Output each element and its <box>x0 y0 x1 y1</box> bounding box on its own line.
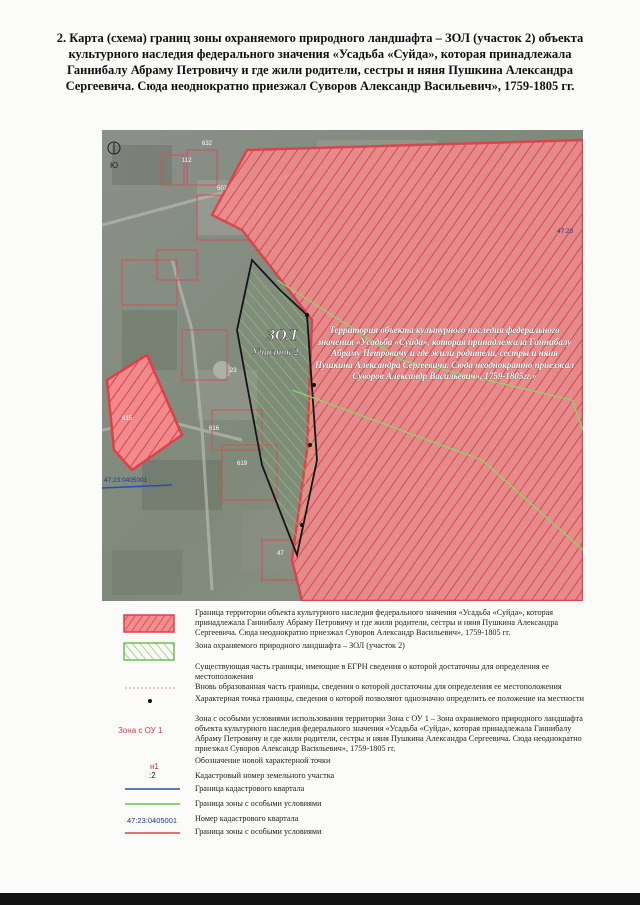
legend-quarter-border-symbol <box>125 786 180 792</box>
legend-new-part-symbol <box>125 685 175 691</box>
legend-zone-text: Зона с особыми условиями использования территории Зона с ОУ 1 – Зона охраняемого природного ландшафта объекта культурного наследия федерального значения «Усадьба «Суйда», которая принадлежала Ганнибалу Абраму Петровичу и где жили родители, сестры и няня Пушкина Александра Сергеевича. Сюда неоднократно приезжал Суворов Александр Васильевич», 1759-1805 гг. <box>195 714 583 753</box>
quarter-label-top: 47:23 <box>557 228 574 235</box>
scan-edge <box>0 893 640 905</box>
legend-special-border2-text: Граница зоны с особыми условиями <box>195 827 322 836</box>
compass-letter: Ю <box>110 161 119 170</box>
svg-text:112: 112 <box>182 158 192 164</box>
legend-cad-number-text: Кадастровый номер земельного участка <box>195 771 335 780</box>
legend-special-border-text: Граница зоны с особыми условиями <box>195 799 322 808</box>
legend-quarter-border-text: Граница кадастрового квартала <box>195 784 305 793</box>
map-canvas <box>102 130 583 601</box>
zol-sublabel: Участок 2 <box>252 347 299 358</box>
legend-point-symbol <box>145 696 155 706</box>
legend-quarter-number-text: Номер кадастрового квартала <box>195 814 299 823</box>
legend-zone-label: Зона с ОУ 1 <box>118 726 163 735</box>
legend-new-point-label: н1 <box>150 762 159 771</box>
legend-new-point-text: Обозначение новой характерной точки <box>195 756 331 765</box>
cadastral-map[interactable] <box>102 130 583 601</box>
legend-zol-symbol <box>122 641 177 663</box>
legend-okn-symbol <box>122 613 177 635</box>
legend-okn-text: Граница территории объекта культурного наследия федерального значения «Усадьба «Суйда», которая принадлежала Ганнибалу Абраму Петровичу и где жили родители, сестры и няня Пушкина Александра Сергеевича. Сюда неоднократно приезжал Суворов Александр Васильевич», 1759-1805 гг. <box>195 608 559 637</box>
legend-existing-text: Существующая часть границы, имеющие в ЕГРН сведения о которой достаточны для определения ее местоположения <box>195 662 550 681</box>
legend-new-part-text: Вновь образованная часть границы, сведения о которой достаточны для определения ее местоположения <box>195 682 562 691</box>
quarter-label-left: 47:23:0405001 <box>104 477 148 484</box>
svg-text:632: 632 <box>202 141 213 147</box>
svg-text:619: 619 <box>237 461 248 467</box>
page-title: 2. Карта (схема) границ зоны охраняемого природного ландшафта – ЗОЛ (участок 2) объекта культурного наследия федерального значения «Усадьба «Суйда», которая принадлежала Ганнибалу Абраму Петровичу и где жили родители, сестры и няня Пушкина Александра Сергеевича. Сюда неоднократно приезжал Суворов Александр Васильевич», 1759-1805 гг. <box>56 31 584 93</box>
svg-text:47: 47 <box>277 551 284 557</box>
legend-point-text: Характерная точка границы, сведения о которой позволяют однозначно определить ее положение на местности <box>195 694 584 703</box>
svg-text:616: 616 <box>209 426 220 432</box>
svg-text:615: 615 <box>122 416 133 422</box>
legend-zol-text: Зона охраняемого природного ландшафта – ЗОЛ (участок 2) <box>195 641 405 650</box>
svg-text:507: 507 <box>217 186 228 192</box>
legend-special-border-symbol <box>125 801 180 807</box>
zol-label: ЗОЛ <box>267 327 298 344</box>
legend-quarter-number-label: 47:23:0405001 <box>127 816 178 825</box>
legend-special-border2-symbol <box>125 830 180 836</box>
svg-text:23: 23 <box>230 368 237 374</box>
okn-map-description: Территория объекта культурного наследия федерального значения «Усадьба «Суйда», которая принадлежала Ганнибалу Абраму Петровичу и где жили родители, сестры и няня Пушкина Александра Сергеевича. Сюда неоднократно приезжал Суворов Александр Васильевич», 1759-1805гг.» <box>315 325 574 381</box>
legend-cad-number-label: :2 <box>149 771 156 780</box>
